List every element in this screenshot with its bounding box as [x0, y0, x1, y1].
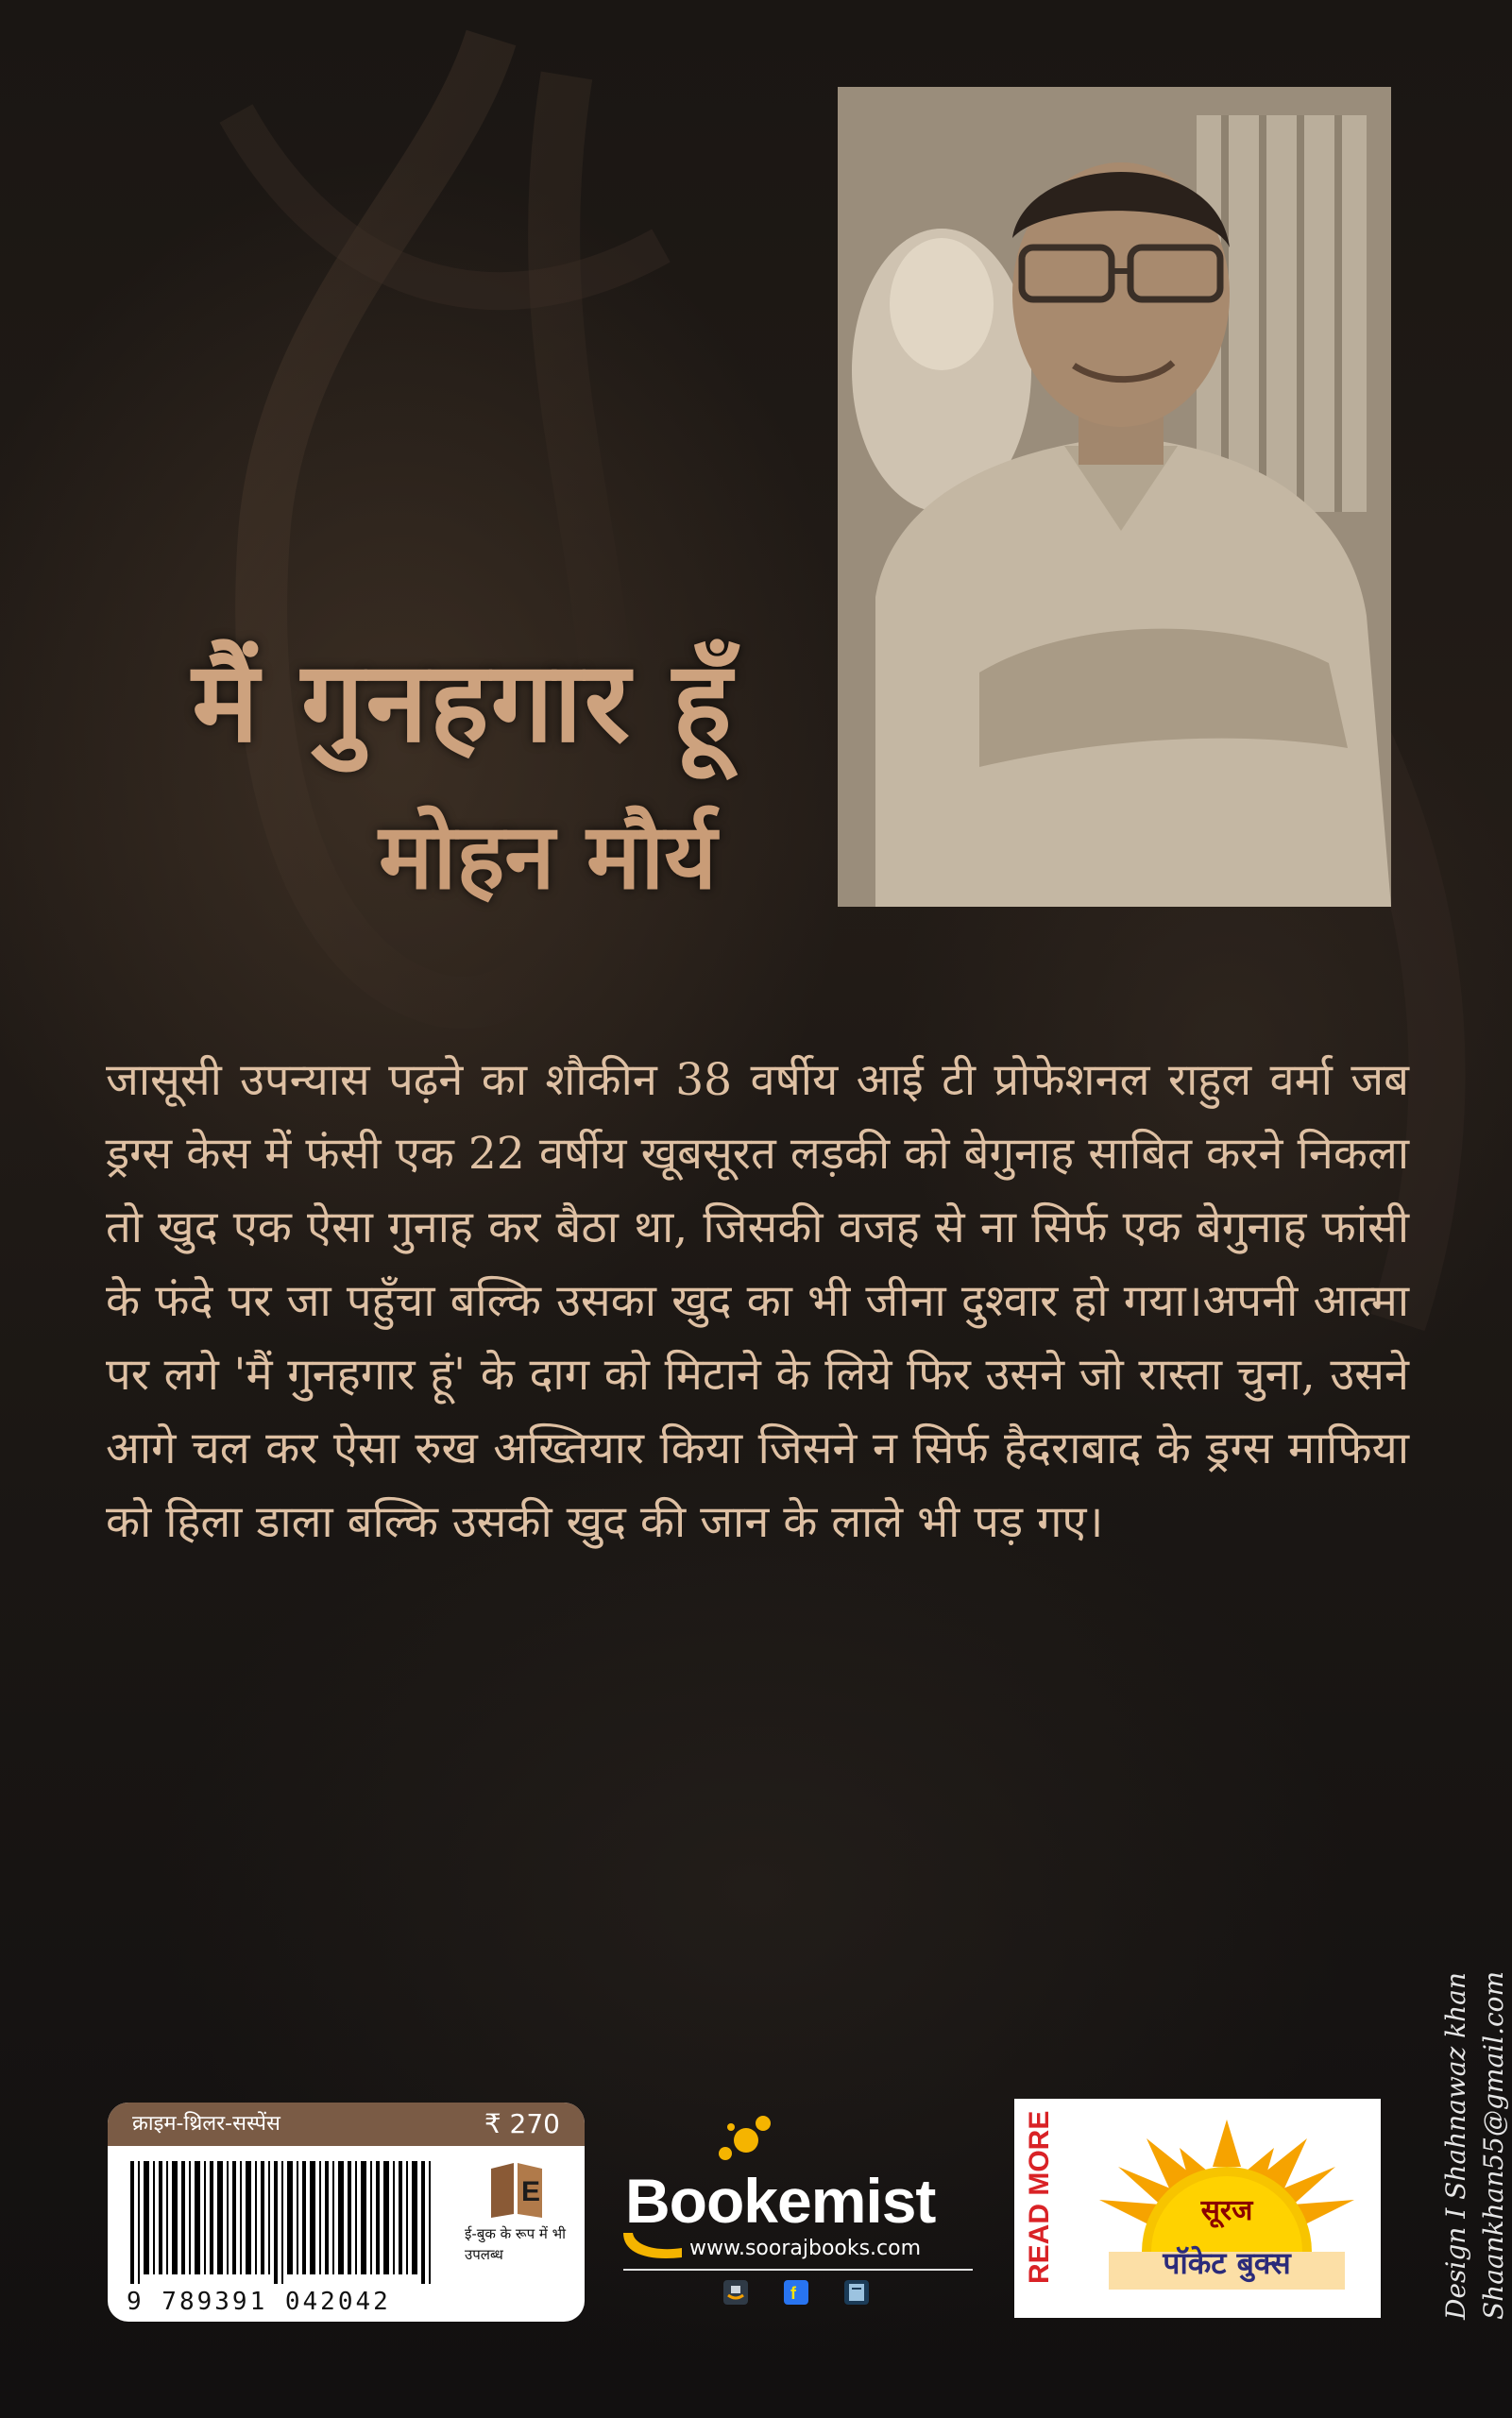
design-credit — [1437, 1971, 1512, 2320]
ebook-icon — [484, 2159, 550, 2220]
imprint-card — [1014, 2099, 1381, 2318]
genre-price-bar — [108, 2103, 585, 2146]
flipkart-icon — [784, 2280, 808, 2305]
imprint-name-top: सूरज — [1200, 2194, 1253, 2227]
author-photo — [838, 87, 1391, 907]
publisher-name: Bookemist — [625, 2166, 936, 2236]
design-credit-email: Shaankhan55@gmail.com — [1478, 1970, 1509, 2320]
publisher-logo — [604, 2112, 982, 2320]
barcode-image — [121, 2161, 451, 2284]
author-name: मोहन मौर्य — [379, 803, 717, 910]
read-more-label: READ MORE — [1024, 2110, 1055, 2284]
imprint-name-bottom: पॉकेट बुक्स — [1163, 2245, 1291, 2281]
book-title: मैं गुनहगार हूँ — [192, 636, 734, 767]
svg-text:f: f — [790, 2284, 796, 2303]
bubbles-icon — [708, 2112, 774, 2165]
design-credit-line: Design I Shahnawaz khan — [1440, 1972, 1471, 2320]
price-label: ₹ 270 — [484, 2108, 560, 2139]
flask-base-icon — [620, 2229, 686, 2263]
barcode-card — [108, 2103, 585, 2322]
author-portrait-image — [838, 87, 1391, 907]
kindle-icon — [844, 2280, 869, 2305]
genre-label: क्राइम-थ्रिलर-सस्पेंस — [132, 2112, 280, 2136]
publisher-website: www.soorajbooks.com — [689, 2237, 922, 2260]
book-blurb: जासूसी उपन्यास पढ़ने का शौकीन 38 वर्षीय आई टी प्रोफेशनल राहुल वर्मा जब ड्रग्स केस में फंसी एक 22 वर्षीय खूबसूरत लड़की को बेगुनाह साबित करने निकला तो खुद एक ऐसा गुनाह कर बैठा था, जिसकी वजह से ना सिर्फ एक बेगुनाह फांसी के फंदे पर जा पहुँचा बल्कि उसका खुद का भी जीना दुश्वार हो गया।अपनी आत्मा पर लगे 'मैं गुनहगार हूं' के दाग को मिटाने के लिये फिर उसने जो रास्ता चुना, उसने आगे चल कर ऐसा रुख अख्तियार किया जिसने न सिर्फ हैदराबाद के ड्रग्स माफिया को हिला डाला बल्कि उसकी खुद की जान के लाले भी पड़ गए। — [106, 1054, 1409, 1548]
svg-text:E: E — [521, 2176, 541, 2207]
ebook-availability-note: ई-बुक के रूप में भी उपलब्ध — [465, 2225, 567, 2263]
isbn-digits: 9 789391 042042 — [127, 2288, 391, 2316]
publisher-divider — [623, 2269, 973, 2271]
amazon-icon — [723, 2280, 748, 2305]
